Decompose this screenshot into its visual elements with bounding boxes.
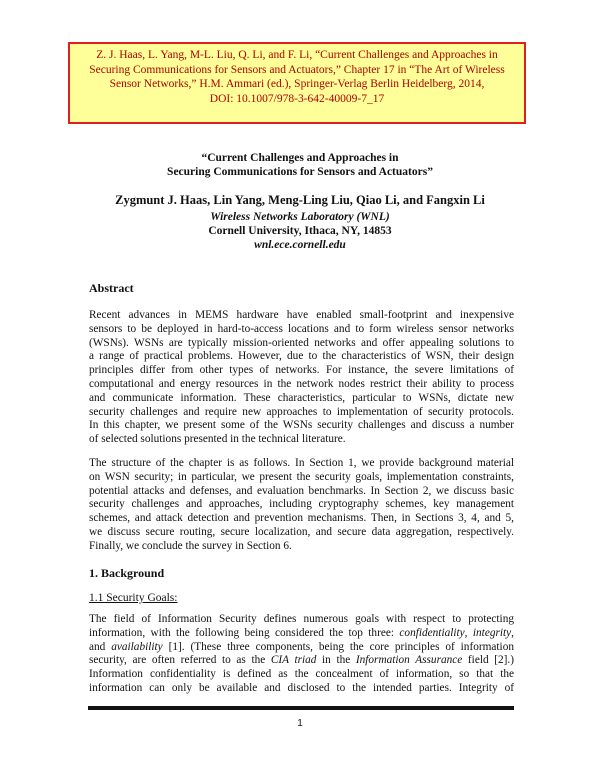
section-heading: 1. Background <box>89 566 165 580</box>
text-line: information, with the following being considered the top three: confidentiality, integrity, <box>89 626 514 639</box>
text-line: Finally, we conclude the survey in Section 6. <box>89 539 292 552</box>
background-paragraph <box>89 613 514 696</box>
citation-line: Sensor Networks,” H.M. Ammari (ed.), Springer-Verlag Berlin Heidelberg, 2014, <box>109 78 485 91</box>
text-line: principles differ from other types of networks. For instance, the severe limitations of <box>89 364 514 377</box>
text-line: The field of Information Security defines numerous goals with respect to protecting <box>89 613 514 625</box>
text-line: security, are often referred to as the CIA triad in the Information Assurance field [2].) <box>89 654 514 667</box>
paper-title <box>0 152 600 179</box>
text-line: information can only be available and disclosed to the intended parties. Integrity of <box>89 681 514 694</box>
emphasis-term: integrity <box>472 626 512 639</box>
text-line: we discuss secure routing, secure localization, and secure data aggregation, respectively. <box>89 525 514 538</box>
text-line: Information confidentiality is defined as the concealment of information, so that the <box>89 668 514 681</box>
text-line: on WSN security; in particular, we present the security goals, implementation constraints, <box>89 470 514 483</box>
text-line: security challenges and require new approaches to implementation of security protocols. <box>89 405 514 418</box>
authors: Zygmunt J. Haas, Lin Yang, Meng-Ling Liu, Qiao Li, and Fangxin Li <box>115 193 485 207</box>
affiliation-lab: Wireless Networks Laboratory (WNL) <box>210 211 390 223</box>
text-line: computational and energy resources in the network nodes restrict their ability to process <box>89 377 514 390</box>
text-line: Recent advances in MEMS hardware have enabled small-footprint and inexpensive <box>89 309 514 321</box>
emphasis-term: CIA triad <box>270 654 317 667</box>
citation-box <box>68 42 526 124</box>
text-line: of selected solutions presented in the technical literature. <box>89 433 346 446</box>
text-line: (WSNs). WSNs are typically mission-oriented networks and offer appealing solutions to <box>89 336 514 349</box>
structure-paragraph <box>89 457 514 554</box>
text-line: schemes, and attack detection and prevention mechanisms. Then, in Sections 3, 4, and 5, <box>89 512 514 525</box>
emphasis-term: confidentiality <box>399 626 465 639</box>
citation-line: DOI: 10.1007/978-3-642-40009-7_17 <box>209 92 385 105</box>
citation-line: Z. J. Haas, L. Yang, M-L. Liu, Q. Li, and F. Li, “Current Challenges and Approaches in <box>96 49 498 61</box>
citation-line: Securing Communications for Sensors and Actuators,” Chapter 17 in “The Art of Wireless <box>89 63 505 76</box>
abstract-paragraph <box>89 309 514 447</box>
text-line: The structure of the chapter is as follows. In Section 1, we provide background material <box>89 457 514 469</box>
abstract-heading: Abstract <box>89 281 134 295</box>
text-line: In this chapter, we present some of the WSNs security challenges and discuss a number <box>89 419 514 432</box>
footer-rule <box>88 706 514 710</box>
text-line: and availability [1]. (These three components, being the core principles of information <box>89 640 514 653</box>
title-line: Securing Communications for Sensors and Actuators” <box>167 165 433 178</box>
text-line: sensors to be deployed in hard-to-access locations and to form wireless sensor networks <box>89 322 514 335</box>
subsection-heading: 1.1 Security Goals: <box>89 592 178 604</box>
affiliation-website: wnl.ece.cornell.edu <box>254 239 346 251</box>
text-line: security challenges and approaches, including cryptography schemes, key management <box>89 498 514 511</box>
text-line: potential attacks and defenses, and evaluation benchmarks. In Section 2, we discuss basic <box>89 484 514 497</box>
emphasis-term: availability <box>111 640 163 653</box>
text-line: a range of practical problems. However, due to the characteristics of WSN, their design <box>89 350 514 363</box>
page-number: 1 <box>297 718 303 729</box>
title-line: “Current Challenges and Approaches in <box>201 152 399 164</box>
affiliation-address: Cornell University, Ithaca, NY, 14853 <box>208 225 392 237</box>
text-line: and communicate information. These characteristics, particular to WSNs, dictate new <box>89 391 514 404</box>
emphasis-term: Information Assurance <box>355 654 463 667</box>
